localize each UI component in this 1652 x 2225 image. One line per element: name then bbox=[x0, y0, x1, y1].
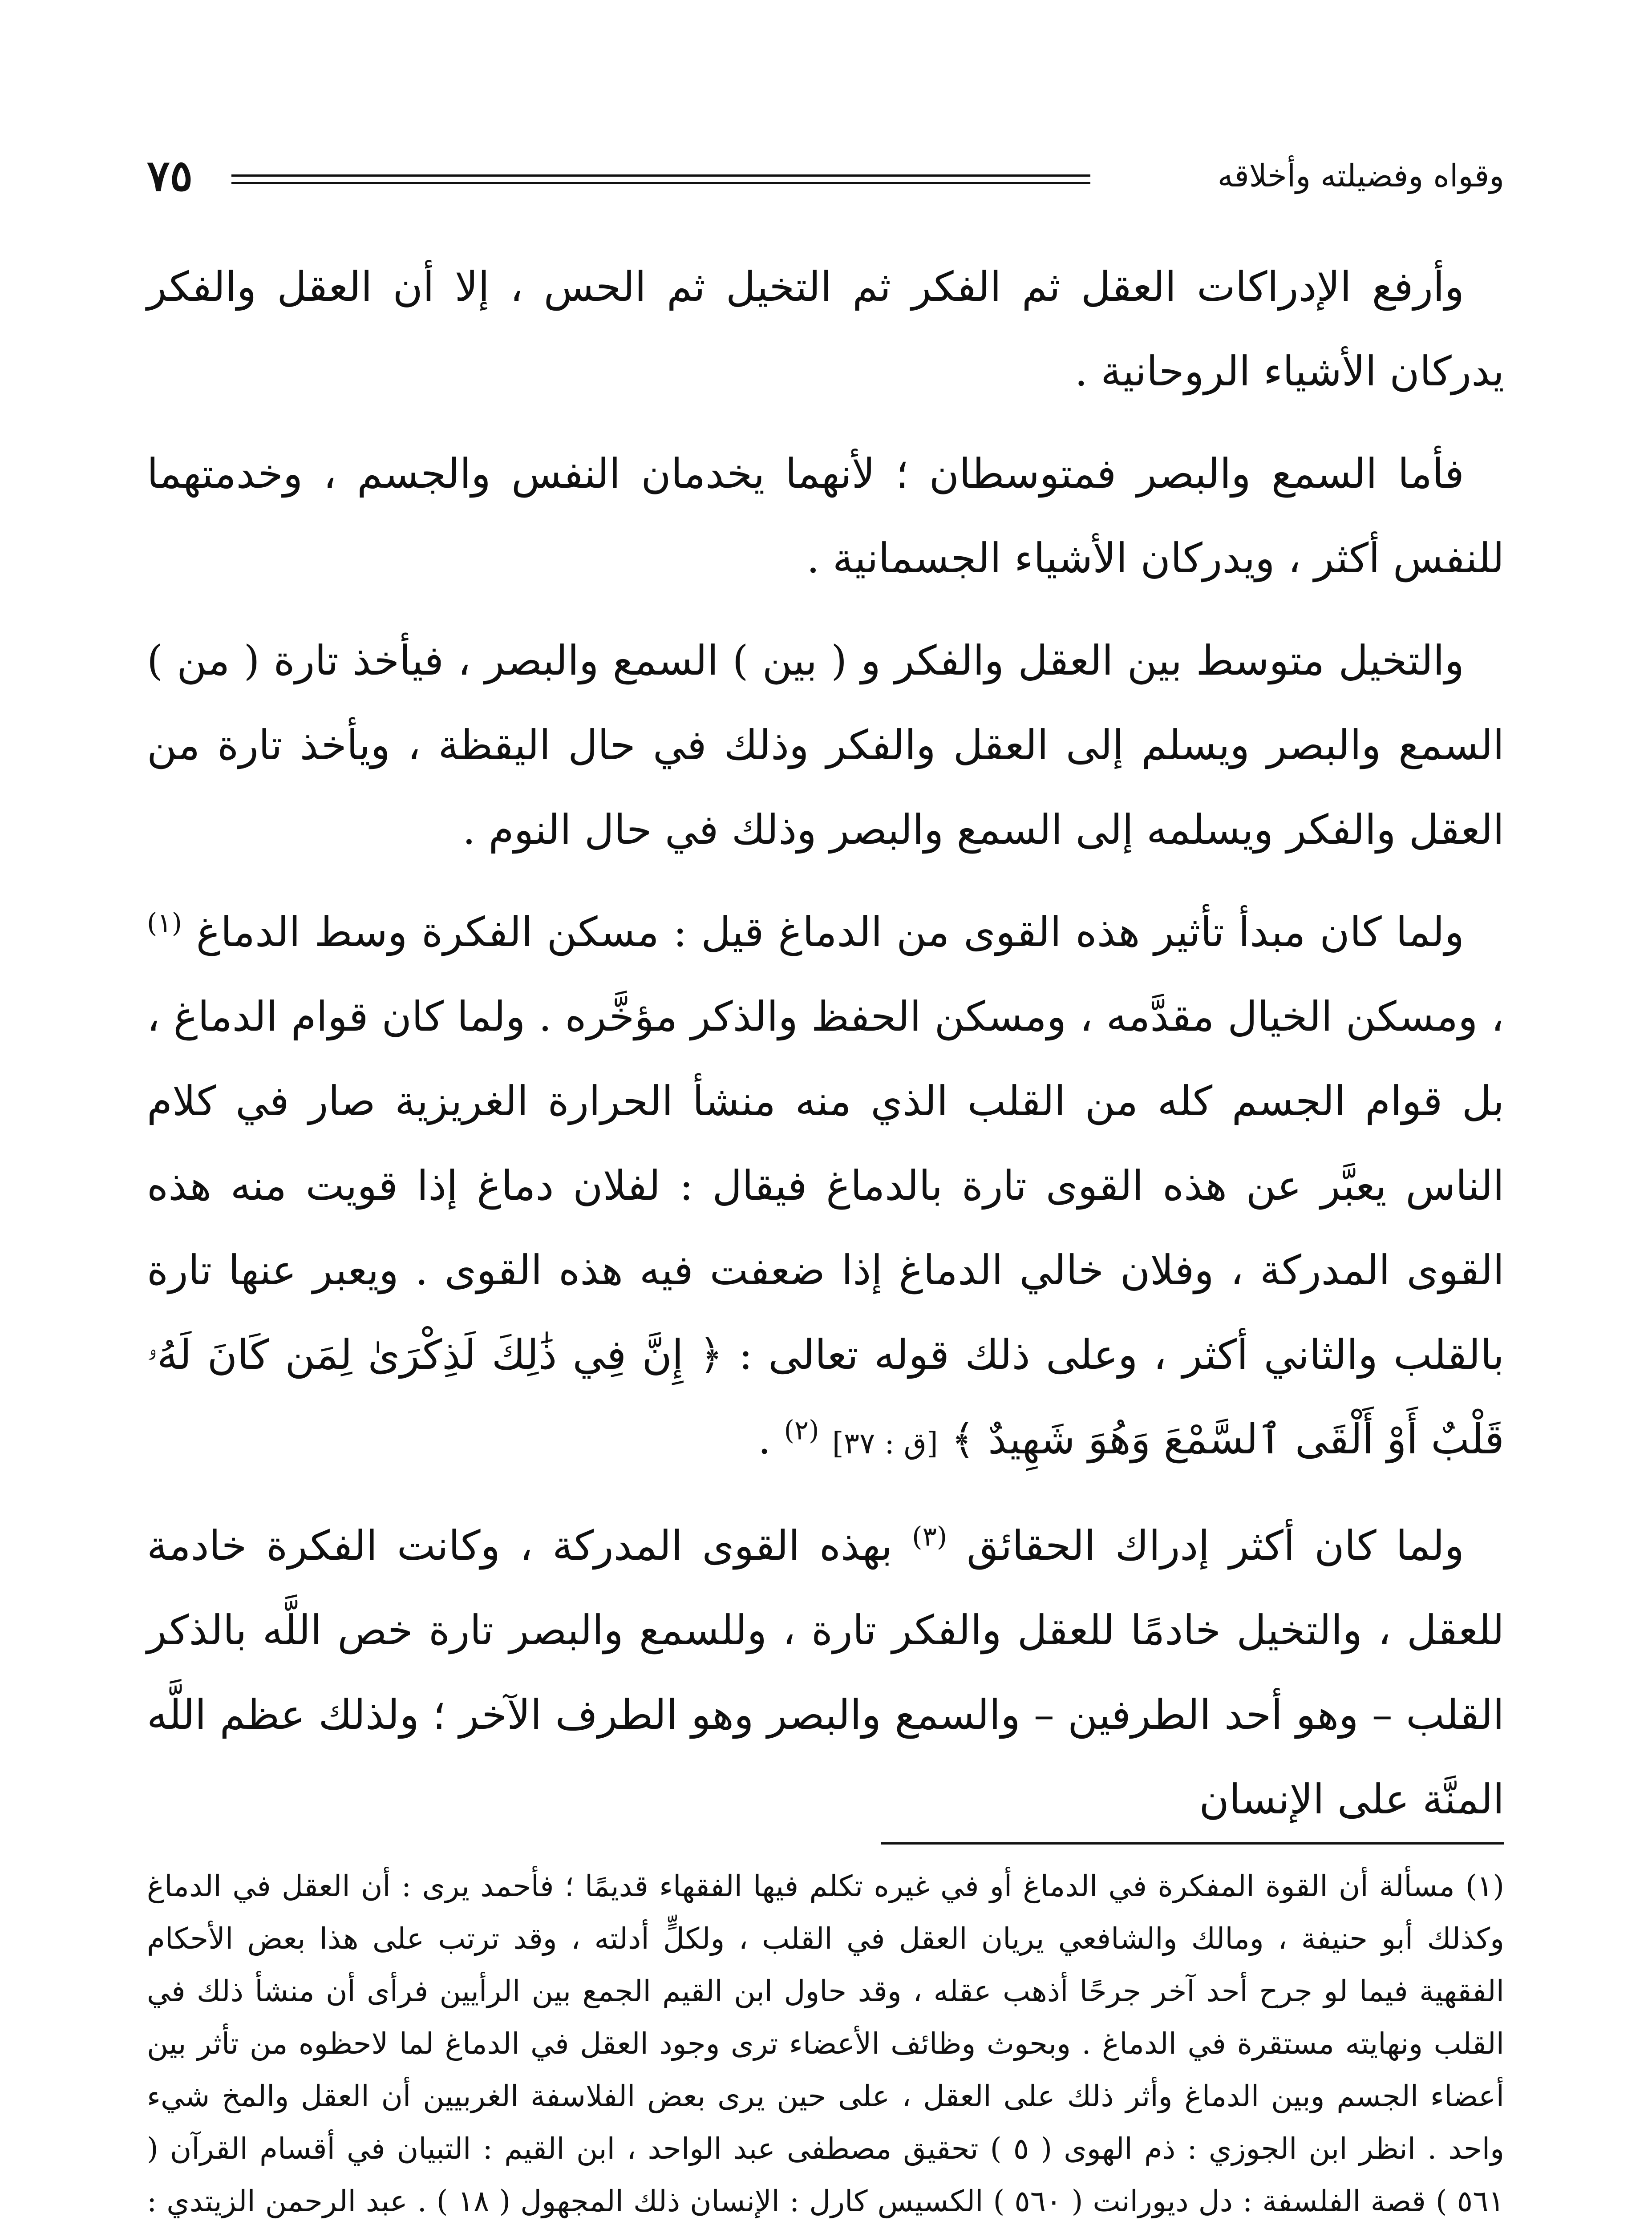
paragraph-4 bbox=[147, 890, 1504, 1486]
paragraph-3: والتخيل متوسط بين العقل والفكر و ( بين ) السمع والبصر ، فيأخذ تارة ( من ) السمع والبصر ويسلم إلى العقل والفكر وذلك في حال اليقظة ، ويأخذ تارة من العقل والفكر ويسلمه إلى السمع والبصر وذلك في حال النوم . bbox=[147, 637, 1504, 854]
footnote-ref-2[interactable]: (٢) bbox=[784, 1415, 819, 1446]
footnote-ref-3[interactable]: (٣) bbox=[912, 1521, 947, 1553]
main-text bbox=[147, 245, 1504, 1860]
page-number: ٧٥ bbox=[147, 150, 193, 201]
running-title: وقواه وفضيلته وأخلاقه bbox=[1217, 158, 1504, 194]
paragraph-4-end: . bbox=[757, 1416, 771, 1463]
paragraph-4-text-b: ، ومسكن الخيال مقدَّمه ، ومسكن الحفظ والذكر مؤخَّره . ولما كان قوام الدماغ ، بل قوام الجسم كله من القلب الذي منه منشأ الحرارة الغريزية صار في كلام الناس يعبَّر عن هذه القوى تارة بالدماغ فيقال : لفلان دماغ إذا قويت منه هذه القوى المدركة ، وفلان خالي الدماغ إذا ضعفت فيه هذه القوى . ويعبر عنها تارة بالقلب والثاني أكثر ، وعلى ذلك قوله تعالى : bbox=[147, 993, 1505, 1379]
paragraph-4-text-a: ولما كان مبدأ تأثير هذه القوى من الدماغ قيل : مسكن الفكرة وسط الدماغ bbox=[196, 908, 1464, 956]
book-page bbox=[147, 147, 1504, 2225]
paragraph-2: فأما السمع والبصر فمتوسطان ؛ لأنهما يخدمان النفس والجسم ، وخدمتهما للنفس أكثر ، ويدركان الأشياء الجسمانية . bbox=[147, 450, 1504, 582]
footnotes bbox=[147, 1860, 1504, 2225]
footnote-separator bbox=[881, 1842, 1504, 1845]
paragraph-5-text-b: بهذه القوى المدركة ، وكانت الفكرة خادمة للعقل ، والتخيل خادمًا للعقل والفكر تارة ، وللسمع والبصر تارة خص اللَّه بالذكر القلب – وهو أحد الطرفين – والسمع والبصر وهو الطرف الآخر ؛ ولذلك عظم اللَّه المنَّة على الإنسان bbox=[147, 1522, 1504, 1823]
paragraph-5 bbox=[147, 1504, 1504, 1842]
quran-verse: ﴿ إِنَّ فِي ذَٰلِكَ لَذِكْرَىٰ لِمَن كَانَ لَهُۥ قَلْبٌ أَوْ أَلْقَى ٱلسَّمْعَ وَهُوَ شَهِيدٌ ﴾ bbox=[147, 1331, 1504, 1463]
header-double-rule bbox=[231, 174, 1090, 177]
footnote-ref-1[interactable]: (١) bbox=[147, 907, 182, 939]
paragraph-5-text-a: ولما كان أكثر إدراك الحقائق bbox=[966, 1522, 1465, 1570]
paragraph-1: وأرفع الإدراكات العقل ثم الفكر ثم التخيل ثم الحس ، إلا أن العقل والفكر يدركان الأشياء الروحانية . bbox=[147, 263, 1504, 395]
page-header bbox=[147, 147, 1504, 209]
verse-citation: [ق : ٣٧] bbox=[832, 1426, 938, 1460]
footnote-1: (١) مسألة أن القوة المفكرة في الدماغ أو في غيره تكلم فيها الفقهاء قديمًا ؛ فأحمد يرى : أن العقل في الدماغ وكذلك أبو حنيفة ، ومالك والشافعي يريان العقل في القلب ، ولكلٍّ أدلته ، وقد ترتب على هذا بعض الأحكام الفقهية فيما لو جرح أحد آخر جرحًا أذهب عقله ، وقد حاول ابن القيم الجمع بين الرأيين فرأى أن منشأ ذلك في القلب ونهايته مستقرة في الدماغ . وبحوث وظائف الأعضاء ترى وجود العقل في الدماغ لما لاحظوه من تأثر بين أعضاء الجسم وبين الدماغ وأثر ذلك على العقل ، على حين يرى بعض الفلاسفة الغربيين أن العقل والمخ شيء واحد . انظر ابن الجوزي : ذم الهوى ( ٥ ) تحقيق مصطفى عبد الواحد ، ابن القيم : التبيان في أقسام القرآن ( ٥٦١ ) قصة الفلسفة : دل ديورانت ( ٥٦٠ ) الكسيس كارل : الإنسان ذلك المجهول ( ١٨ ) . عبد الرحمن الزيتدي : bbox=[147, 1869, 1505, 2218]
